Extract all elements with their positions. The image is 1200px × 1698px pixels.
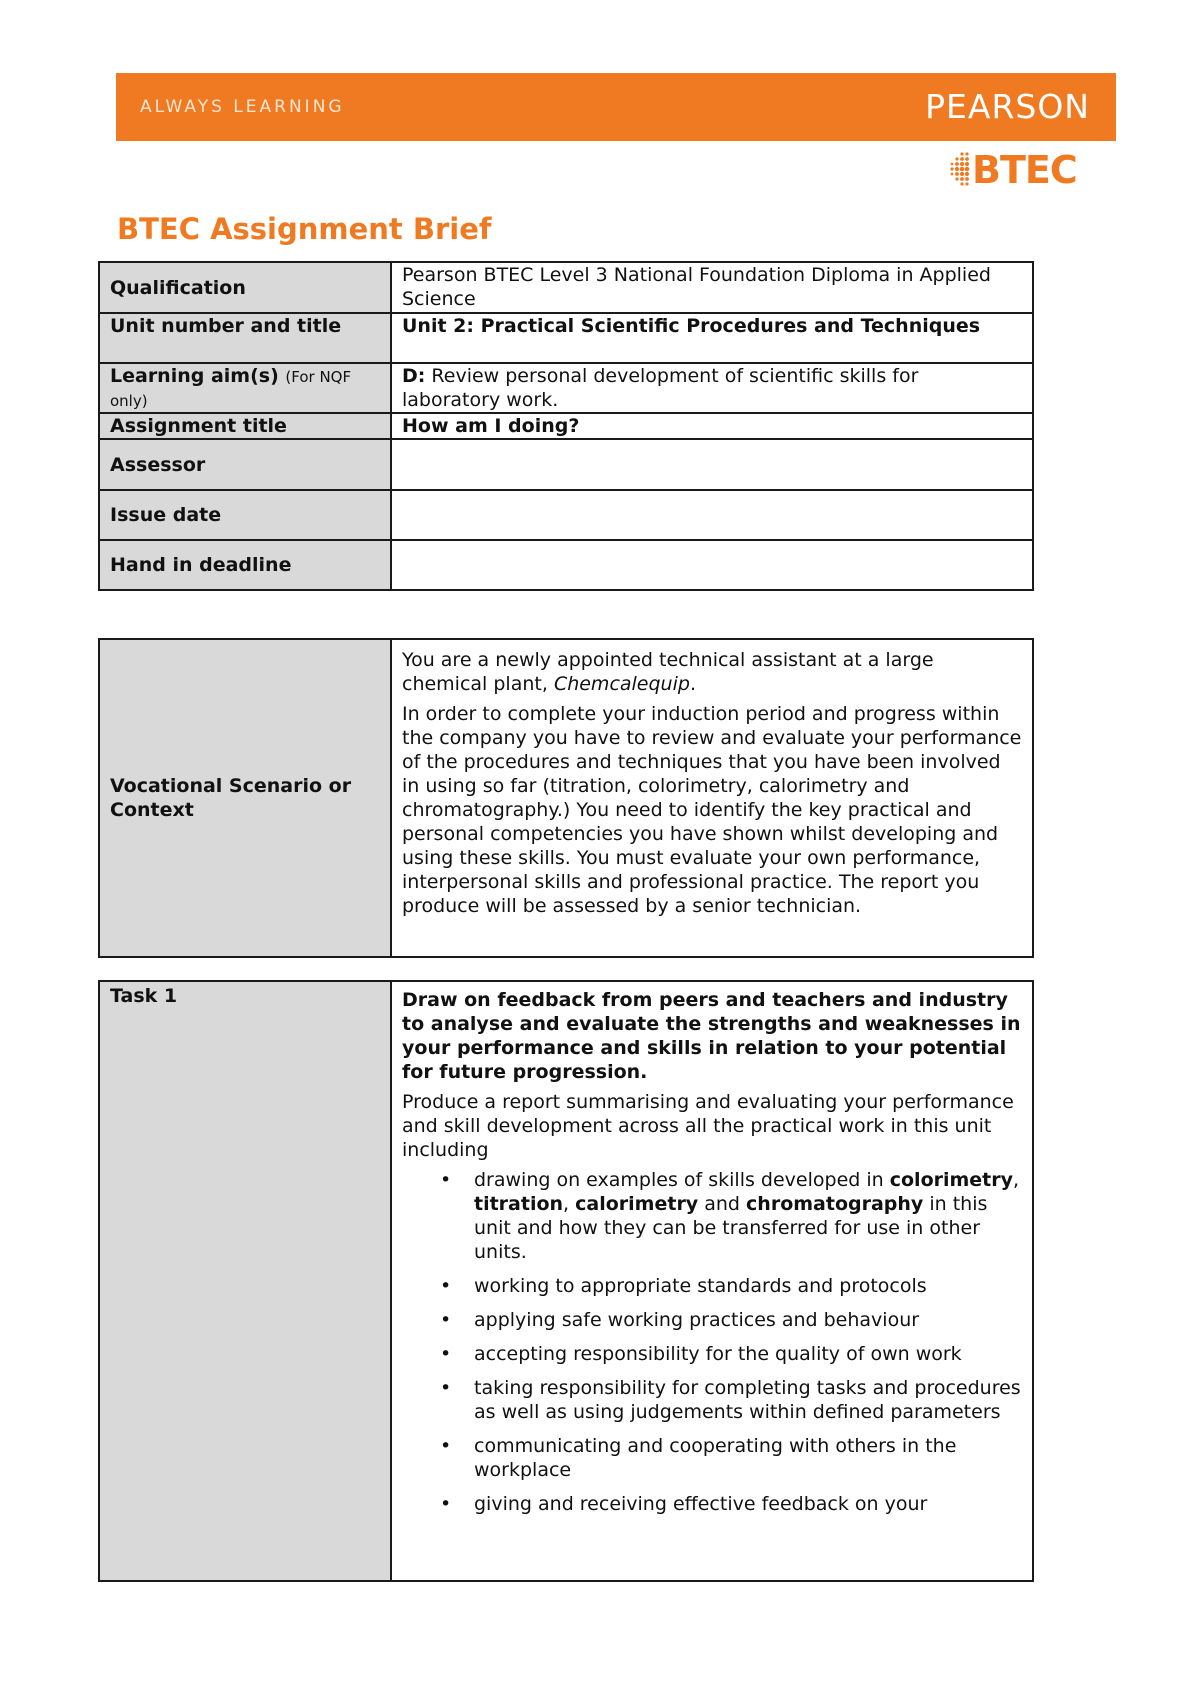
bullet-1-end: in this unit and how they can be transferred for use in other units.	[474, 1193, 988, 1263]
hand-in-deadline-value	[391, 540, 1033, 590]
header-banner	[116, 73, 1116, 141]
row-scenario	[99, 639, 1033, 957]
list-item: • accepting responsibility for the quality of own work	[432, 1342, 1022, 1366]
row-unit	[99, 313, 1033, 363]
bullet-1-sep-1: ,	[1013, 1169, 1020, 1191]
assessor-value	[391, 439, 1033, 490]
qualification-value: Pearson BTEC Level 3 National Foundation Diploma in Applied Science	[391, 262, 1033, 313]
task-label: Task 1	[99, 981, 391, 1581]
bullet-1-text: drawing on examples of skills developed in	[474, 1169, 890, 1191]
row-assessor	[99, 439, 1033, 490]
task-table	[98, 980, 1034, 1582]
row-issue-date	[99, 490, 1033, 540]
task-bullet-list	[432, 1168, 1022, 1516]
unit-value-text: Unit 2: Practical Scientific Procedures and Techniques	[402, 315, 981, 337]
hand-in-deadline-label: Hand in deadline	[99, 540, 391, 590]
qualification-label: Qualification	[99, 262, 391, 313]
assignment-title-text: How am I doing?	[402, 415, 580, 437]
task-body: Produce a report summarising and evaluating your performance and skill development across all the practical work in this unit including	[402, 1091, 1014, 1161]
issue-date-value	[391, 490, 1033, 540]
btec-logo: BTEC	[972, 148, 1077, 192]
keyword-titration: titration	[474, 1193, 564, 1215]
issue-date-label: Issue date	[99, 490, 391, 540]
bullet-1-sep-3: and	[698, 1193, 747, 1215]
assignment-title-value	[391, 413, 1033, 439]
btec-dots-icon	[948, 150, 972, 190]
btec-logo-block	[948, 150, 1098, 192]
banner-tagline: ALWAYS LEARNING	[140, 97, 345, 117]
row-hand-in-deadline	[99, 540, 1033, 590]
list-item: • giving and receiving effective feedback on your	[432, 1492, 1022, 1516]
learning-aim-label-cell	[99, 363, 391, 413]
scenario-paragraph-2: In order to complete your induction period and progress within the company you have to review and evaluate your performance of the procedures and techniques that you have been involved in using so far (titration, colorimetry, calorimetry and chromatography.) You need to identify the key practical and personal competencies you have shown whilst developing and using these skills. You must evaluate your own performance, interpersonal skills and professional practice. The report you produce will be assessed by a senior technician.	[402, 703, 1022, 917]
task-content	[391, 981, 1033, 1581]
list-item: • applying safe working practices and behaviour	[432, 1308, 1022, 1332]
list-item: • communicating and cooperating with others in the workplace	[432, 1434, 1022, 1482]
document-title: BTEC Assignment Brief	[117, 212, 492, 246]
learning-aim-text: Review personal development of scientific skills for laboratory work.	[402, 365, 919, 411]
assessor-label: Assessor	[99, 439, 391, 490]
list-item	[432, 1168, 1022, 1264]
assignment-info-table	[98, 261, 1034, 591]
scenario-label: Vocational Scenario or Context	[99, 639, 391, 957]
learning-aim-label: Learning aim(s)	[110, 365, 279, 387]
company-name: Chemcalequip	[553, 673, 690, 695]
scenario-content	[391, 639, 1033, 957]
unit-value	[391, 313, 1033, 363]
keyword-colorimetry: colorimetry	[889, 1169, 1014, 1191]
pearson-logo: PEARSON	[925, 87, 1090, 126]
row-task-1	[99, 981, 1033, 1581]
list-item: • taking responsibility for completing tasks and procedures as well as using judgements within defined parameters	[432, 1376, 1022, 1424]
task-intro: Draw on feedback from peers and teachers and industry to analyse and evaluate the strengths and weaknesses in your performance and skills in relation to your potential for future progression.	[402, 989, 1021, 1083]
unit-label: Unit number and title	[99, 313, 391, 363]
learning-aim-value	[391, 363, 1033, 413]
row-assignment-title	[99, 413, 1033, 439]
list-item: • working to appropriate standards and protocols	[432, 1274, 1022, 1298]
keyword-calorimetry: calorimetry	[575, 1193, 699, 1215]
bullet-1-sep-2: ,	[563, 1193, 576, 1215]
learning-aim-code: D:	[402, 365, 426, 387]
assignment-title-label: Assignment title	[99, 413, 391, 439]
row-learning-aim	[99, 363, 1033, 413]
row-qualification	[99, 262, 1033, 313]
keyword-chromatography: chromatography	[746, 1193, 924, 1215]
scenario-table	[98, 638, 1034, 958]
scenario-p1-end: .	[689, 673, 696, 695]
scenario-p1-text: You are a newly appointed technical assistant at a large chemical plant,	[402, 649, 934, 695]
learning-aim-note: (For NQF only)	[110, 368, 352, 410]
scenario-paragraph-1	[402, 648, 1022, 696]
